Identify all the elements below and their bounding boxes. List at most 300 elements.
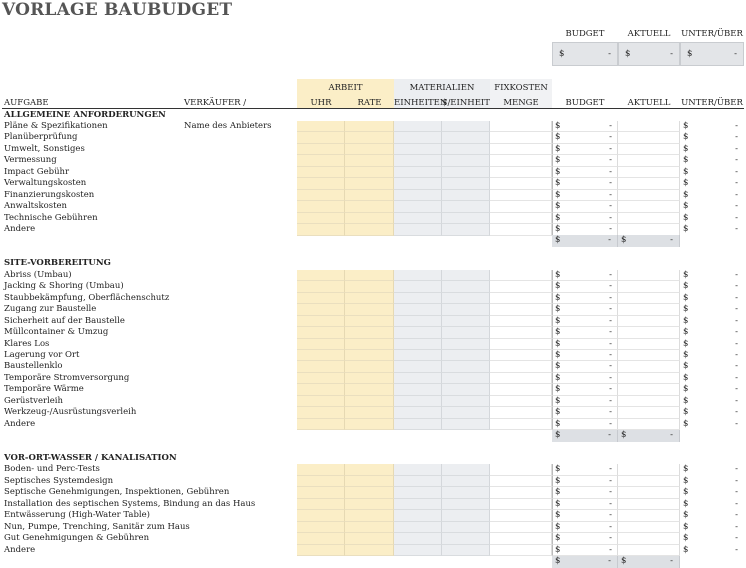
input-cell[interactable]: [442, 293, 490, 305]
input-cell[interactable]: [442, 407, 490, 419]
input-cell[interactable]: [297, 499, 345, 511]
input-cell[interactable]: [490, 270, 552, 282]
actual-cell[interactable]: [618, 327, 680, 339]
subtotal-budget[interactable]: [552, 235, 618, 247]
input-cell[interactable]: [345, 464, 394, 476]
input-cell[interactable]: [442, 545, 490, 557]
input-cell[interactable]: [442, 373, 490, 385]
input-cell[interactable]: [394, 476, 442, 488]
col-units: EINHEITEN: [394, 98, 448, 108]
input-cell[interactable]: [297, 545, 345, 557]
input-cell[interactable]: [297, 407, 345, 419]
input-cell[interactable]: [490, 407, 552, 419]
money-value: -: [670, 430, 673, 441]
input-cell[interactable]: [297, 327, 345, 339]
input-cell[interactable]: [394, 304, 442, 316]
input-cell[interactable]: [490, 132, 552, 144]
money-cell[interactable]: [680, 407, 744, 419]
subtotal-budget[interactable]: [552, 556, 618, 568]
subtotal-actual[interactable]: [618, 235, 680, 247]
vendor-name[interactable]: Name des Anbieters: [184, 120, 272, 131]
subtotal-budget[interactable]: [552, 430, 618, 442]
money-cell[interactable]: [680, 178, 744, 190]
input-cell[interactable]: [345, 178, 394, 190]
currency-symbol: $: [625, 49, 631, 59]
input-cell[interactable]: [345, 281, 394, 293]
input-cell[interactable]: [394, 350, 442, 362]
input-cell[interactable]: [394, 155, 442, 167]
table-row: [0, 213, 746, 225]
input-cell[interactable]: [345, 144, 394, 156]
input-cell[interactable]: [297, 167, 345, 179]
input-cell[interactable]: [442, 132, 490, 144]
money-cell[interactable]: [552, 121, 618, 133]
money-cell[interactable]: [680, 396, 744, 408]
input-cell[interactable]: [442, 419, 490, 431]
money-cell[interactable]: [552, 327, 618, 339]
table-row: [0, 396, 746, 408]
money-cell[interactable]: [552, 464, 618, 476]
actual-cell[interactable]: [618, 476, 680, 488]
input-cell[interactable]: [345, 373, 394, 385]
input-cell[interactable]: [394, 316, 442, 328]
actual-cell[interactable]: [618, 384, 680, 396]
actual-cell[interactable]: [618, 316, 680, 328]
input-cell[interactable]: [345, 201, 394, 213]
input-cell[interactable]: [442, 464, 490, 476]
input-cell[interactable]: [442, 327, 490, 339]
money-cell[interactable]: [552, 293, 618, 305]
input-cell[interactable]: [394, 121, 442, 133]
input-cell[interactable]: [394, 224, 442, 236]
money-cell[interactable]: [552, 487, 618, 499]
money-cell[interactable]: [552, 510, 618, 522]
input-cell[interactable]: [442, 281, 490, 293]
money-cell[interactable]: [552, 419, 618, 431]
col-budget: BUDGET: [565, 98, 605, 108]
money-cell[interactable]: [680, 327, 744, 339]
money-cell[interactable]: [680, 213, 744, 225]
input-cell[interactable]: [297, 476, 345, 488]
input-cell[interactable]: [345, 533, 394, 545]
input-cell[interactable]: [394, 464, 442, 476]
input-cell[interactable]: [394, 178, 442, 190]
money-cell[interactable]: [680, 510, 744, 522]
currency-symbol: $: [555, 212, 561, 223]
input-cell[interactable]: [442, 533, 490, 545]
input-cell[interactable]: [442, 304, 490, 316]
money-cell[interactable]: [680, 476, 744, 488]
actual-cell[interactable]: [618, 190, 680, 202]
actual-cell[interactable]: [618, 464, 680, 476]
input-cell[interactable]: [297, 316, 345, 328]
input-cell[interactable]: [297, 487, 345, 499]
input-cell[interactable]: [442, 361, 490, 373]
input-cell[interactable]: [442, 167, 490, 179]
money-cell[interactable]: [552, 201, 618, 213]
input-cell[interactable]: [297, 144, 345, 156]
actual-cell[interactable]: [618, 373, 680, 385]
money-cell[interactable]: [552, 384, 618, 396]
input-cell[interactable]: [490, 384, 552, 396]
input-cell[interactable]: [442, 396, 490, 408]
money-cell[interactable]: [680, 487, 744, 499]
input-cell[interactable]: [297, 190, 345, 202]
money-cell[interactable]: [552, 132, 618, 144]
input-cell[interactable]: [490, 178, 552, 190]
input-cell[interactable]: [297, 464, 345, 476]
money-value: -: [609, 292, 612, 303]
input-cell[interactable]: [490, 121, 552, 133]
money-cell[interactable]: [680, 464, 744, 476]
input-cell[interactable]: [297, 522, 345, 534]
input-cell[interactable]: [345, 510, 394, 522]
money-cell[interactable]: [680, 384, 744, 396]
money-cell[interactable]: [680, 350, 744, 362]
input-cell[interactable]: [490, 487, 552, 499]
input-cell[interactable]: [442, 476, 490, 488]
money-cell[interactable]: [680, 339, 744, 351]
money-cell[interactable]: [552, 533, 618, 545]
money-cell[interactable]: [680, 167, 744, 179]
actual-cell[interactable]: [618, 178, 680, 190]
input-cell[interactable]: [297, 533, 345, 545]
input-cell[interactable]: [345, 545, 394, 557]
input-cell[interactable]: [345, 361, 394, 373]
input-cell[interactable]: [345, 522, 394, 534]
table-row: [0, 522, 746, 534]
input-cell[interactable]: [297, 293, 345, 305]
input-cell[interactable]: [442, 201, 490, 213]
currency-symbol: $: [555, 533, 561, 544]
task-label: Werkzeug-/Ausrüstungsverleih: [4, 407, 137, 418]
input-cell[interactable]: [490, 167, 552, 179]
currency-symbol: $: [683, 120, 689, 131]
money-cell[interactable]: [680, 190, 744, 202]
input-cell[interactable]: [490, 316, 552, 328]
input-cell[interactable]: [297, 361, 345, 373]
money-value: -: [609, 487, 612, 498]
input-cell[interactable]: [490, 304, 552, 316]
currency-symbol: $: [555, 224, 561, 234]
input-cell[interactable]: [394, 499, 442, 511]
input-cell[interactable]: [442, 190, 490, 202]
money-cell[interactable]: [680, 545, 744, 557]
currency-symbol: $: [683, 281, 689, 292]
input-cell[interactable]: [297, 132, 345, 144]
input-cell[interactable]: [394, 281, 442, 293]
input-cell[interactable]: [490, 213, 552, 225]
input-cell[interactable]: [490, 224, 552, 236]
input-cell[interactable]: [490, 201, 552, 213]
input-cell[interactable]: [297, 213, 345, 225]
money-cell[interactable]: [680, 361, 744, 373]
input-cell[interactable]: [345, 121, 394, 133]
input-cell[interactable]: [297, 121, 345, 133]
currency-symbol: $: [683, 327, 689, 338]
input-cell[interactable]: [394, 533, 442, 545]
money-cell[interactable]: [680, 121, 744, 133]
money-cell[interactable]: [552, 522, 618, 534]
money-cell[interactable]: [552, 396, 618, 408]
input-cell[interactable]: [394, 270, 442, 282]
input-cell[interactable]: [394, 396, 442, 408]
input-cell[interactable]: [297, 224, 345, 236]
input-cell[interactable]: [394, 361, 442, 373]
actual-cell[interactable]: [618, 419, 680, 431]
input-cell[interactable]: [394, 213, 442, 225]
money-cell[interactable]: [680, 132, 744, 144]
money-cell[interactable]: [680, 144, 744, 156]
input-cell[interactable]: [345, 213, 394, 225]
input-cell[interactable]: [297, 350, 345, 362]
input-cell[interactable]: [345, 407, 394, 419]
money-value: -: [735, 533, 738, 544]
input-cell[interactable]: [490, 533, 552, 545]
money-cell[interactable]: [680, 316, 744, 328]
input-cell[interactable]: [345, 316, 394, 328]
task-label: Klares Los: [4, 338, 50, 349]
money-cell[interactable]: [552, 190, 618, 202]
money-value: -: [609, 407, 612, 418]
input-cell[interactable]: [345, 190, 394, 202]
input-cell[interactable]: [345, 476, 394, 488]
actual-cell[interactable]: [618, 121, 680, 133]
input-cell[interactable]: [345, 350, 394, 362]
table-row: [0, 178, 746, 190]
input-cell[interactable]: [490, 373, 552, 385]
input-cell[interactable]: [442, 350, 490, 362]
input-cell[interactable]: [297, 373, 345, 385]
money-cell[interactable]: [680, 293, 744, 305]
input-cell[interactable]: [297, 510, 345, 522]
input-cell[interactable]: [297, 270, 345, 282]
input-cell[interactable]: [297, 281, 345, 293]
actual-cell[interactable]: [618, 132, 680, 144]
money-cell[interactable]: [680, 281, 744, 293]
money-cell[interactable]: [552, 350, 618, 362]
actual-cell[interactable]: [618, 487, 680, 499]
currency-symbol: $: [683, 178, 689, 189]
input-cell[interactable]: [297, 384, 345, 396]
money-cell[interactable]: [552, 178, 618, 190]
input-cell[interactable]: [394, 510, 442, 522]
input-cell[interactable]: [394, 167, 442, 179]
money-cell[interactable]: [680, 201, 744, 213]
money-cell[interactable]: [552, 213, 618, 225]
input-cell[interactable]: [345, 419, 394, 431]
input-cell[interactable]: [345, 293, 394, 305]
input-cell[interactable]: [345, 339, 394, 351]
input-cell[interactable]: [490, 339, 552, 351]
input-cell[interactable]: [345, 327, 394, 339]
input-cell[interactable]: [297, 178, 345, 190]
input-cell[interactable]: [490, 396, 552, 408]
actual-cell[interactable]: [618, 339, 680, 351]
input-cell[interactable]: [442, 339, 490, 351]
table-row: [0, 224, 746, 236]
currency-symbol: $: [683, 418, 689, 429]
summary-budget-value: -: [608, 49, 611, 59]
actual-cell[interactable]: [618, 522, 680, 534]
actual-cell[interactable]: [618, 361, 680, 373]
money-cell[interactable]: [552, 407, 618, 419]
col-actual: AKTUELL: [627, 98, 671, 108]
input-cell[interactable]: [297, 304, 345, 316]
money-cell[interactable]: [680, 224, 744, 236]
input-cell[interactable]: [345, 132, 394, 144]
money-cell[interactable]: [552, 155, 618, 167]
input-cell[interactable]: [394, 327, 442, 339]
actual-cell[interactable]: [618, 155, 680, 167]
task-label: Temporäre Wärme: [4, 384, 84, 395]
input-cell[interactable]: [490, 419, 552, 431]
money-cell[interactable]: [552, 361, 618, 373]
input-cell[interactable]: [442, 510, 490, 522]
input-cell[interactable]: [297, 419, 345, 431]
money-cell[interactable]: [552, 281, 618, 293]
actual-cell[interactable]: [618, 167, 680, 179]
input-cell[interactable]: [394, 545, 442, 557]
input-cell[interactable]: [345, 155, 394, 167]
input-cell[interactable]: [297, 155, 345, 167]
money-value: -: [735, 120, 738, 131]
actual-cell[interactable]: [618, 224, 680, 236]
input-cell[interactable]: [394, 407, 442, 419]
actual-cell[interactable]: [618, 201, 680, 213]
input-cell[interactable]: [442, 224, 490, 236]
currency-symbol: $: [555, 327, 561, 338]
input-cell[interactable]: [394, 384, 442, 396]
input-cell[interactable]: [297, 396, 345, 408]
input-cell[interactable]: [394, 373, 442, 385]
money-cell[interactable]: [552, 270, 618, 282]
input-cell[interactable]: [394, 419, 442, 431]
input-cell[interactable]: [490, 327, 552, 339]
money-cell[interactable]: [552, 373, 618, 385]
input-cell[interactable]: [442, 155, 490, 167]
actual-cell[interactable]: [618, 499, 680, 511]
money-value: -: [735, 132, 738, 143]
money-cell[interactable]: [552, 304, 618, 316]
input-cell[interactable]: [345, 304, 394, 316]
input-cell[interactable]: [345, 487, 394, 499]
actual-cell[interactable]: [618, 281, 680, 293]
input-cell[interactable]: [442, 144, 490, 156]
actual-cell[interactable]: [618, 350, 680, 362]
actual-cell[interactable]: [618, 545, 680, 557]
input-cell[interactable]: [394, 339, 442, 351]
money-cell[interactable]: [680, 499, 744, 511]
money-cell[interactable]: [680, 419, 744, 431]
input-cell[interactable]: [297, 339, 345, 351]
money-cell[interactable]: [552, 224, 618, 236]
table-row: [0, 499, 746, 511]
subtotal-actual[interactable]: [618, 430, 680, 442]
input-cell[interactable]: [345, 499, 394, 511]
money-cell[interactable]: [552, 144, 618, 156]
input-cell[interactable]: [490, 190, 552, 202]
input-cell[interactable]: [442, 384, 490, 396]
input-cell[interactable]: [345, 224, 394, 236]
money-value: -: [609, 178, 612, 189]
input-cell[interactable]: [442, 499, 490, 511]
money-cell[interactable]: [680, 155, 744, 167]
input-cell[interactable]: [490, 522, 552, 534]
money-cell[interactable]: [552, 316, 618, 328]
money-cell[interactable]: [680, 533, 744, 545]
actual-cell[interactable]: [618, 144, 680, 156]
actual-cell[interactable]: [618, 533, 680, 545]
input-cell[interactable]: [490, 293, 552, 305]
input-cell[interactable]: [442, 270, 490, 282]
input-cell[interactable]: [490, 144, 552, 156]
input-cell[interactable]: [442, 213, 490, 225]
input-cell[interactable]: [490, 350, 552, 362]
input-cell[interactable]: [345, 384, 394, 396]
money-cell[interactable]: [552, 339, 618, 351]
section-header: [0, 110, 746, 122]
currency-symbol: $: [683, 407, 689, 418]
money-cell[interactable]: [680, 304, 744, 316]
actual-cell[interactable]: [618, 304, 680, 316]
money-cell[interactable]: [680, 270, 744, 282]
input-cell[interactable]: [394, 293, 442, 305]
money-value: -: [609, 349, 612, 360]
money-cell[interactable]: [680, 373, 744, 385]
input-cell[interactable]: [490, 510, 552, 522]
money-cell[interactable]: [552, 167, 618, 179]
input-cell[interactable]: [345, 167, 394, 179]
task-label: Vermessung: [4, 155, 57, 166]
actual-cell[interactable]: [618, 396, 680, 408]
input-cell[interactable]: [394, 132, 442, 144]
input-cell[interactable]: [394, 144, 442, 156]
input-cell[interactable]: [394, 190, 442, 202]
actual-cell[interactable]: [618, 510, 680, 522]
input-cell[interactable]: [490, 155, 552, 167]
actual-cell[interactable]: [618, 407, 680, 419]
input-cell[interactable]: [442, 121, 490, 133]
input-cell[interactable]: [442, 316, 490, 328]
actual-cell[interactable]: [618, 293, 680, 305]
actual-cell[interactable]: [618, 213, 680, 225]
money-cell[interactable]: [552, 499, 618, 511]
subtotal-actual[interactable]: [618, 556, 680, 568]
input-cell[interactable]: [490, 464, 552, 476]
input-cell[interactable]: [297, 201, 345, 213]
input-cell[interactable]: [345, 270, 394, 282]
input-cell[interactable]: [490, 361, 552, 373]
input-cell[interactable]: [442, 487, 490, 499]
money-cell[interactable]: [552, 476, 618, 488]
money-value: -: [735, 487, 738, 498]
input-cell[interactable]: [442, 522, 490, 534]
money-cell[interactable]: [680, 522, 744, 534]
table-row: [0, 487, 746, 499]
actual-cell[interactable]: [618, 270, 680, 282]
input-cell[interactable]: [490, 476, 552, 488]
input-cell[interactable]: [490, 281, 552, 293]
input-cell[interactable]: [442, 178, 490, 190]
money-cell[interactable]: [552, 545, 618, 557]
input-cell[interactable]: [394, 522, 442, 534]
input-cell[interactable]: [490, 545, 552, 557]
input-cell[interactable]: [394, 201, 442, 213]
input-cell[interactable]: [345, 396, 394, 408]
input-cell[interactable]: [490, 499, 552, 511]
input-cell[interactable]: [394, 487, 442, 499]
